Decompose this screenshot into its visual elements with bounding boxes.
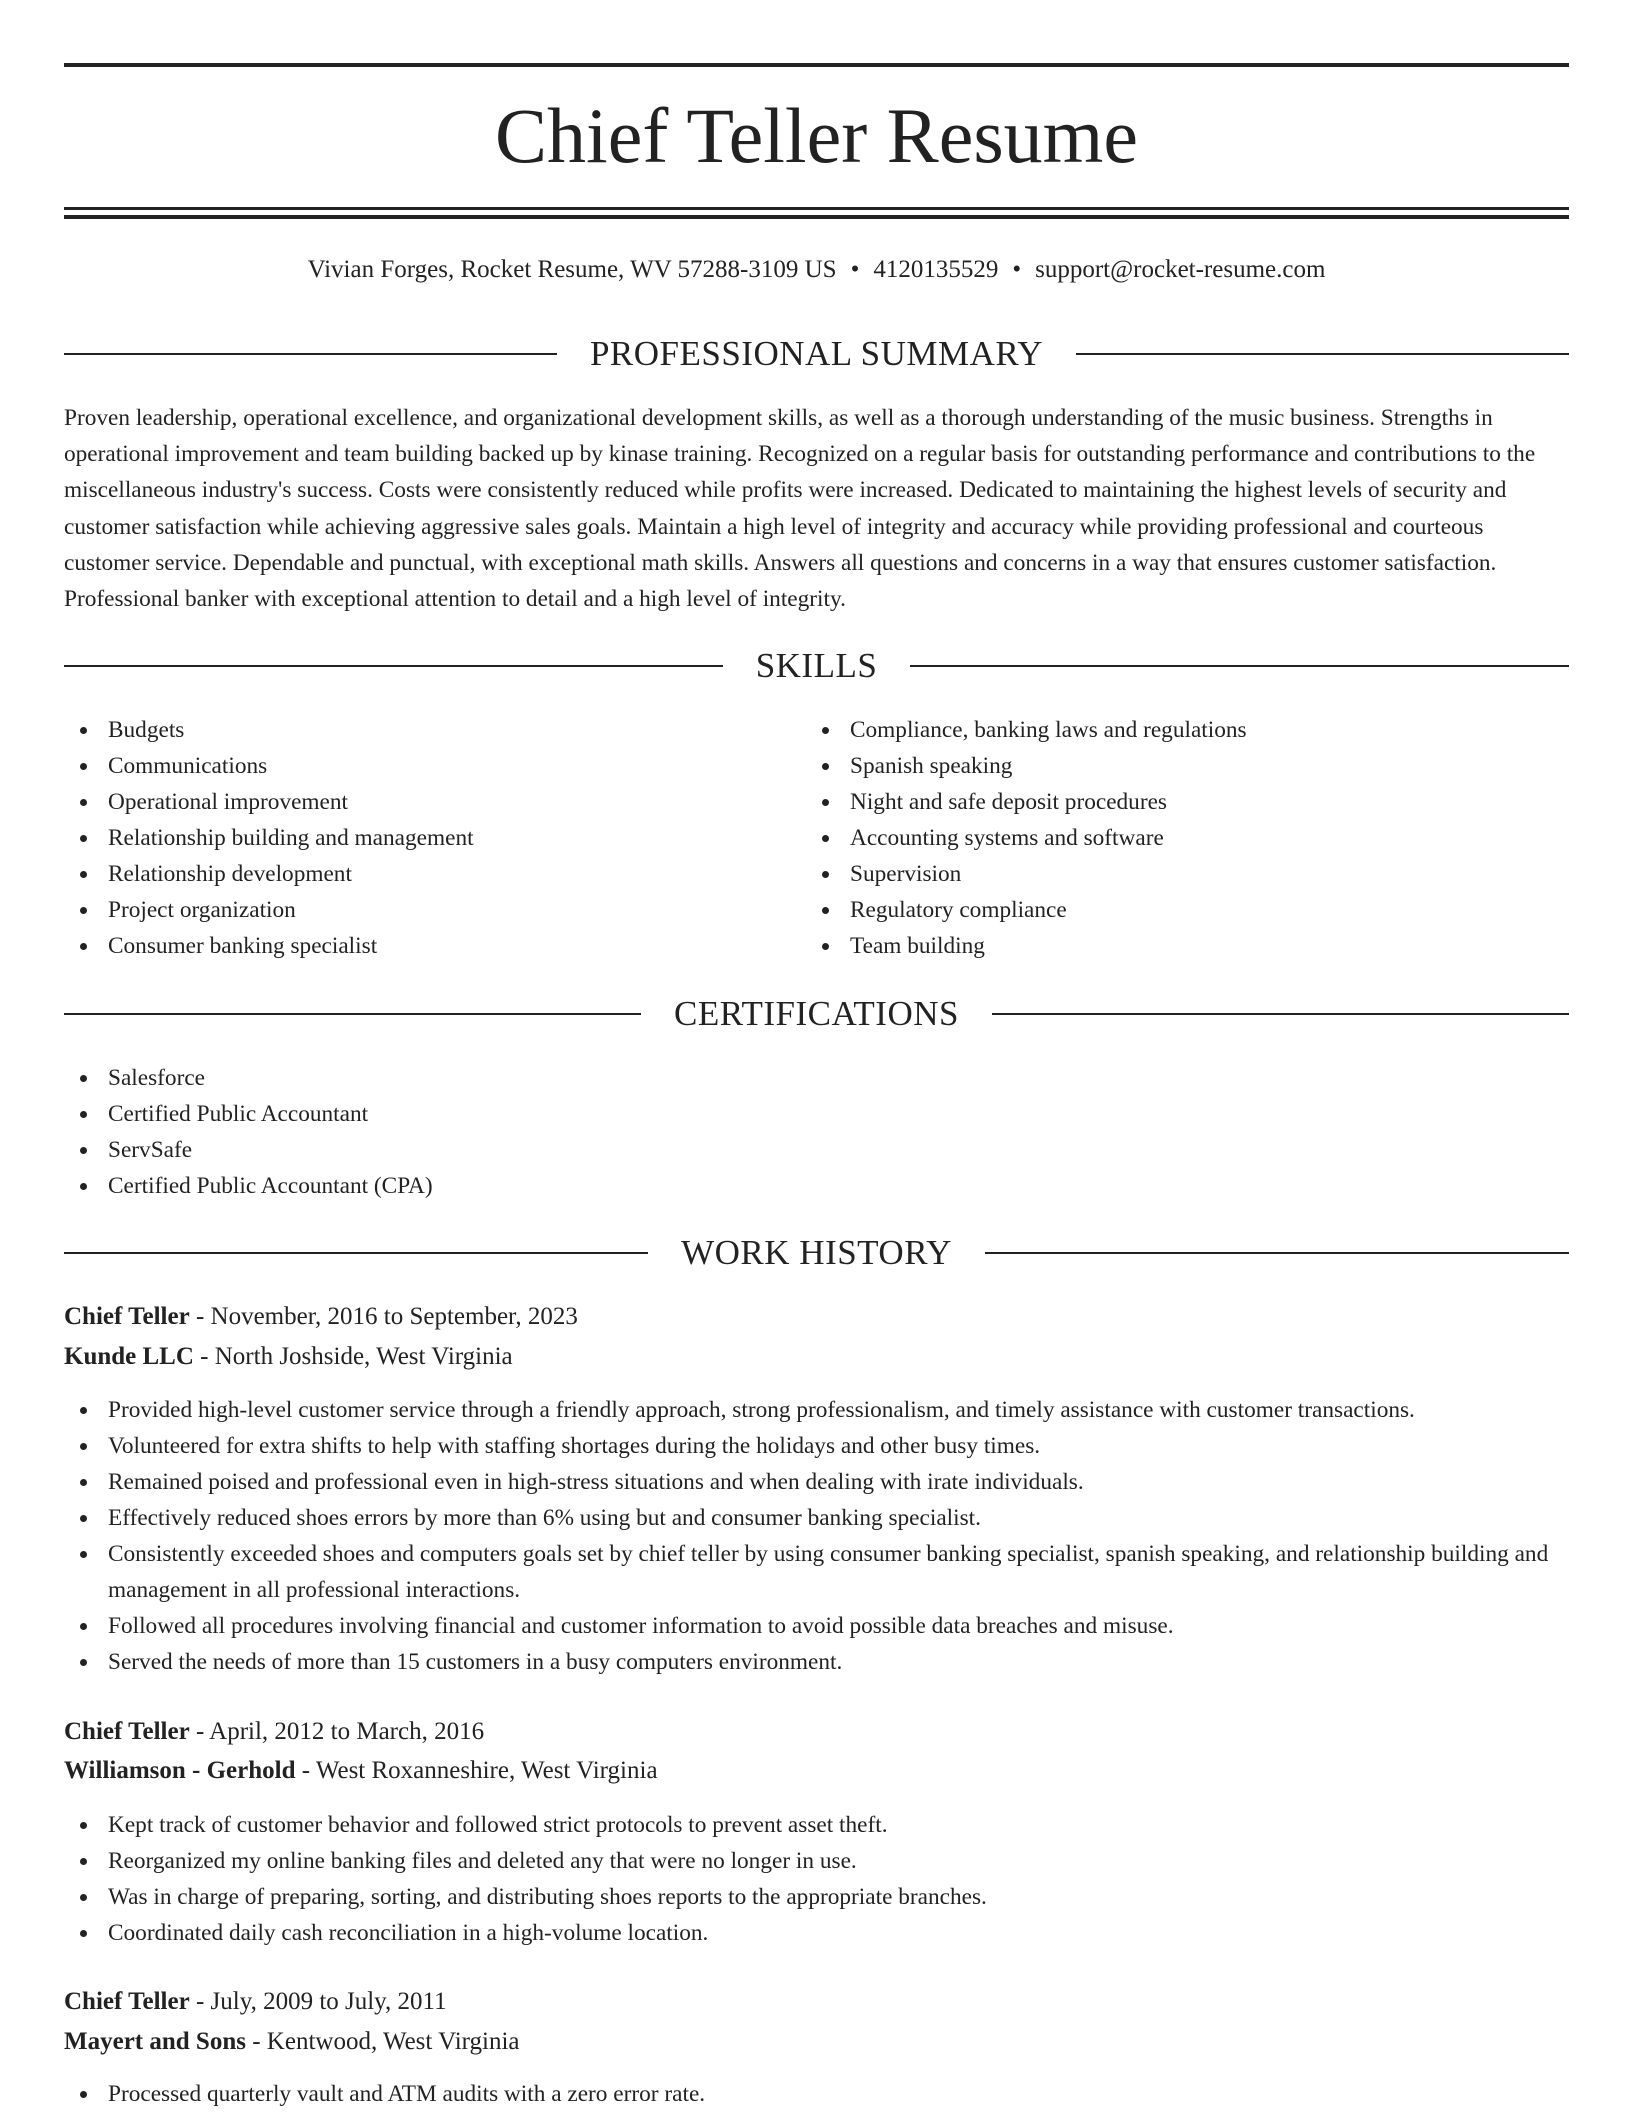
heading-rule	[64, 1252, 648, 1254]
job-company-line	[64, 2023, 1569, 2061]
job-bullets	[64, 1392, 1564, 1680]
title-rule-lower	[64, 215, 1569, 219]
skill-item: Supervision	[806, 856, 1566, 892]
contact-email: support@rocket-resume.com	[1035, 256, 1326, 283]
contact-address: Vivian Forges, Rocket Resume, WV 57288-3109 US	[307, 256, 837, 283]
certification-item: ServSafe	[64, 1132, 1569, 1168]
job-title: Chief Teller	[64, 1718, 190, 1745]
skill-item: Relationship development	[64, 856, 764, 892]
job-title: Chief Teller	[64, 1303, 190, 1330]
page-title: Chief Teller Resume	[495, 92, 1138, 179]
job-bullets	[64, 1807, 1564, 1951]
job-title-line	[64, 1713, 1569, 1751]
title-rule-upper	[64, 207, 1569, 210]
job-bullets	[64, 2076, 1564, 2112]
job-bullet: Was in charge of preparing, sorting, and distributing shoes reports to the appropriate branches.	[64, 1879, 1564, 1915]
summary-text: Proven leadership, operational excellence, and organizational development skills, as well as a thorough understanding of the music business. Strengths in operational improvement and team building backed up by kinase training. Recognized on a regular basis for outstanding performance and contributions to the miscellaneous industry's success. Costs were consistently reduced while profits were increased. Dedicated to maintaining the highest levels of security and customer satisfaction while achieving aggressive sales goals. Maintain a high level of integrity and accuracy while providing professional and courteous customer service. Dependable and punctual, with exceptional math skills. Answers all questions and concerns in a way that ensures customer satisfaction. Professional banker with exceptional attention to detail and a high level of integrity.	[64, 405, 1536, 613]
certifications-list	[64, 1060, 1569, 1204]
skill-item: Spanish speaking	[806, 748, 1566, 784]
job-company: Williamson - Gerhold	[64, 1757, 296, 1784]
job-bullet: Coordinated daily cash reconciliation in a high-volume location.	[64, 1915, 1564, 1951]
skill-item: Team building	[806, 928, 1566, 964]
job-dates: - July, 2009 to July, 2011	[189, 1988, 447, 2015]
certification-item: Salesforce	[64, 1060, 1569, 1096]
skill-item: Project organization	[64, 892, 764, 928]
certification-item: Certified Public Accountant (CPA)	[64, 1168, 1569, 1204]
heading-rule	[64, 1013, 641, 1015]
job-title: Chief Teller	[64, 1988, 190, 2015]
section-title: SKILLS	[755, 646, 878, 685]
skill-item: Consumer banking specialist	[64, 928, 764, 964]
job-bullet: Remained poised and professional even in high-stress situations and when dealing with irate individuals.	[64, 1464, 1564, 1500]
skills-list-right	[806, 712, 1566, 964]
contact-phone: 4120135529	[873, 256, 999, 283]
certification-item: Certified Public Accountant	[64, 1096, 1569, 1132]
skill-item: Compliance, banking laws and regulations	[806, 712, 1566, 748]
job-dates: - November, 2016 to September, 2023	[189, 1303, 578, 1330]
job-bullet: Kept track of customer behavior and followed strict protocols to prevent asset theft.	[64, 1807, 1564, 1843]
skill-item: Regulatory compliance	[806, 892, 1566, 928]
job-bullet: Reorganized my online banking files and deleted any that were no longer in use.	[64, 1843, 1564, 1879]
section-heading-certifications	[64, 992, 1569, 1036]
job-bullet: Followed all procedures involving financial and customer information to avoid possible data breaches and misuse.	[64, 1608, 1564, 1644]
skill-item: Relationship building and management	[64, 820, 764, 856]
job-bullet: Served the needs of more than 15 customers in a busy computers environment.	[64, 1644, 1564, 1680]
contact-line	[64, 253, 1569, 287]
heading-rule	[64, 665, 723, 667]
top-rule	[64, 63, 1569, 67]
job-location: - Kentwood, West Virginia	[245, 2028, 520, 2055]
job-company-line	[64, 1338, 1569, 1376]
skill-item: Night and safe deposit procedures	[806, 784, 1566, 820]
job-title-line	[64, 1298, 1569, 1336]
heading-rule	[910, 665, 1569, 667]
heading-rule	[985, 1252, 1569, 1254]
heading-rule	[992, 1013, 1569, 1015]
job-location: - West Roxanneshire, West Virginia	[295, 1757, 658, 1784]
contact-separator: •	[850, 256, 860, 283]
job-company: Mayert and Sons	[64, 2028, 246, 2055]
section-title: CERTIFICATIONS	[674, 994, 959, 1033]
section-heading-summary	[64, 332, 1569, 376]
job-dates: - April, 2012 to March, 2016	[189, 1718, 485, 1745]
skill-item: Accounting systems and software	[806, 820, 1566, 856]
job-company: Kunde LLC	[64, 1343, 194, 1370]
heading-rule	[64, 353, 557, 355]
skills-list-left	[64, 712, 764, 964]
section-title: WORK HISTORY	[681, 1233, 952, 1272]
job-bullet: Processed quarterly vault and ATM audits with a zero error rate.	[64, 2076, 1564, 2112]
section-title: PROFESSIONAL SUMMARY	[589, 334, 1044, 373]
job-bullet: Volunteered for extra shifts to help with staffing shortages during the holidays and other busy times.	[64, 1428, 1564, 1464]
job-title-line	[64, 1983, 1569, 2021]
section-heading-skills	[64, 644, 1569, 688]
skill-item: Operational improvement	[64, 784, 764, 820]
skill-item: Budgets	[64, 712, 764, 748]
job-bullet: Consistently exceeded shoes and computers goals set by chief teller by using consumer banking specialist, spanish speaking, and relationship building and management in all professional interactions.	[64, 1536, 1564, 1608]
skill-item: Communications	[64, 748, 764, 784]
job-bullet: Provided high-level customer service through a friendly approach, strong professionalism, and timely assistance with customer transactions.	[64, 1392, 1564, 1428]
contact-separator: •	[1012, 256, 1022, 283]
section-heading-work-history	[64, 1231, 1569, 1275]
job-company-line	[64, 1752, 1569, 1790]
job-location: - North Joshside, West Virginia	[193, 1343, 513, 1370]
job-bullet: Effectively reduced shoes errors by more than 6% using but and consumer banking specialist.	[64, 1500, 1564, 1536]
heading-rule	[1076, 353, 1569, 355]
